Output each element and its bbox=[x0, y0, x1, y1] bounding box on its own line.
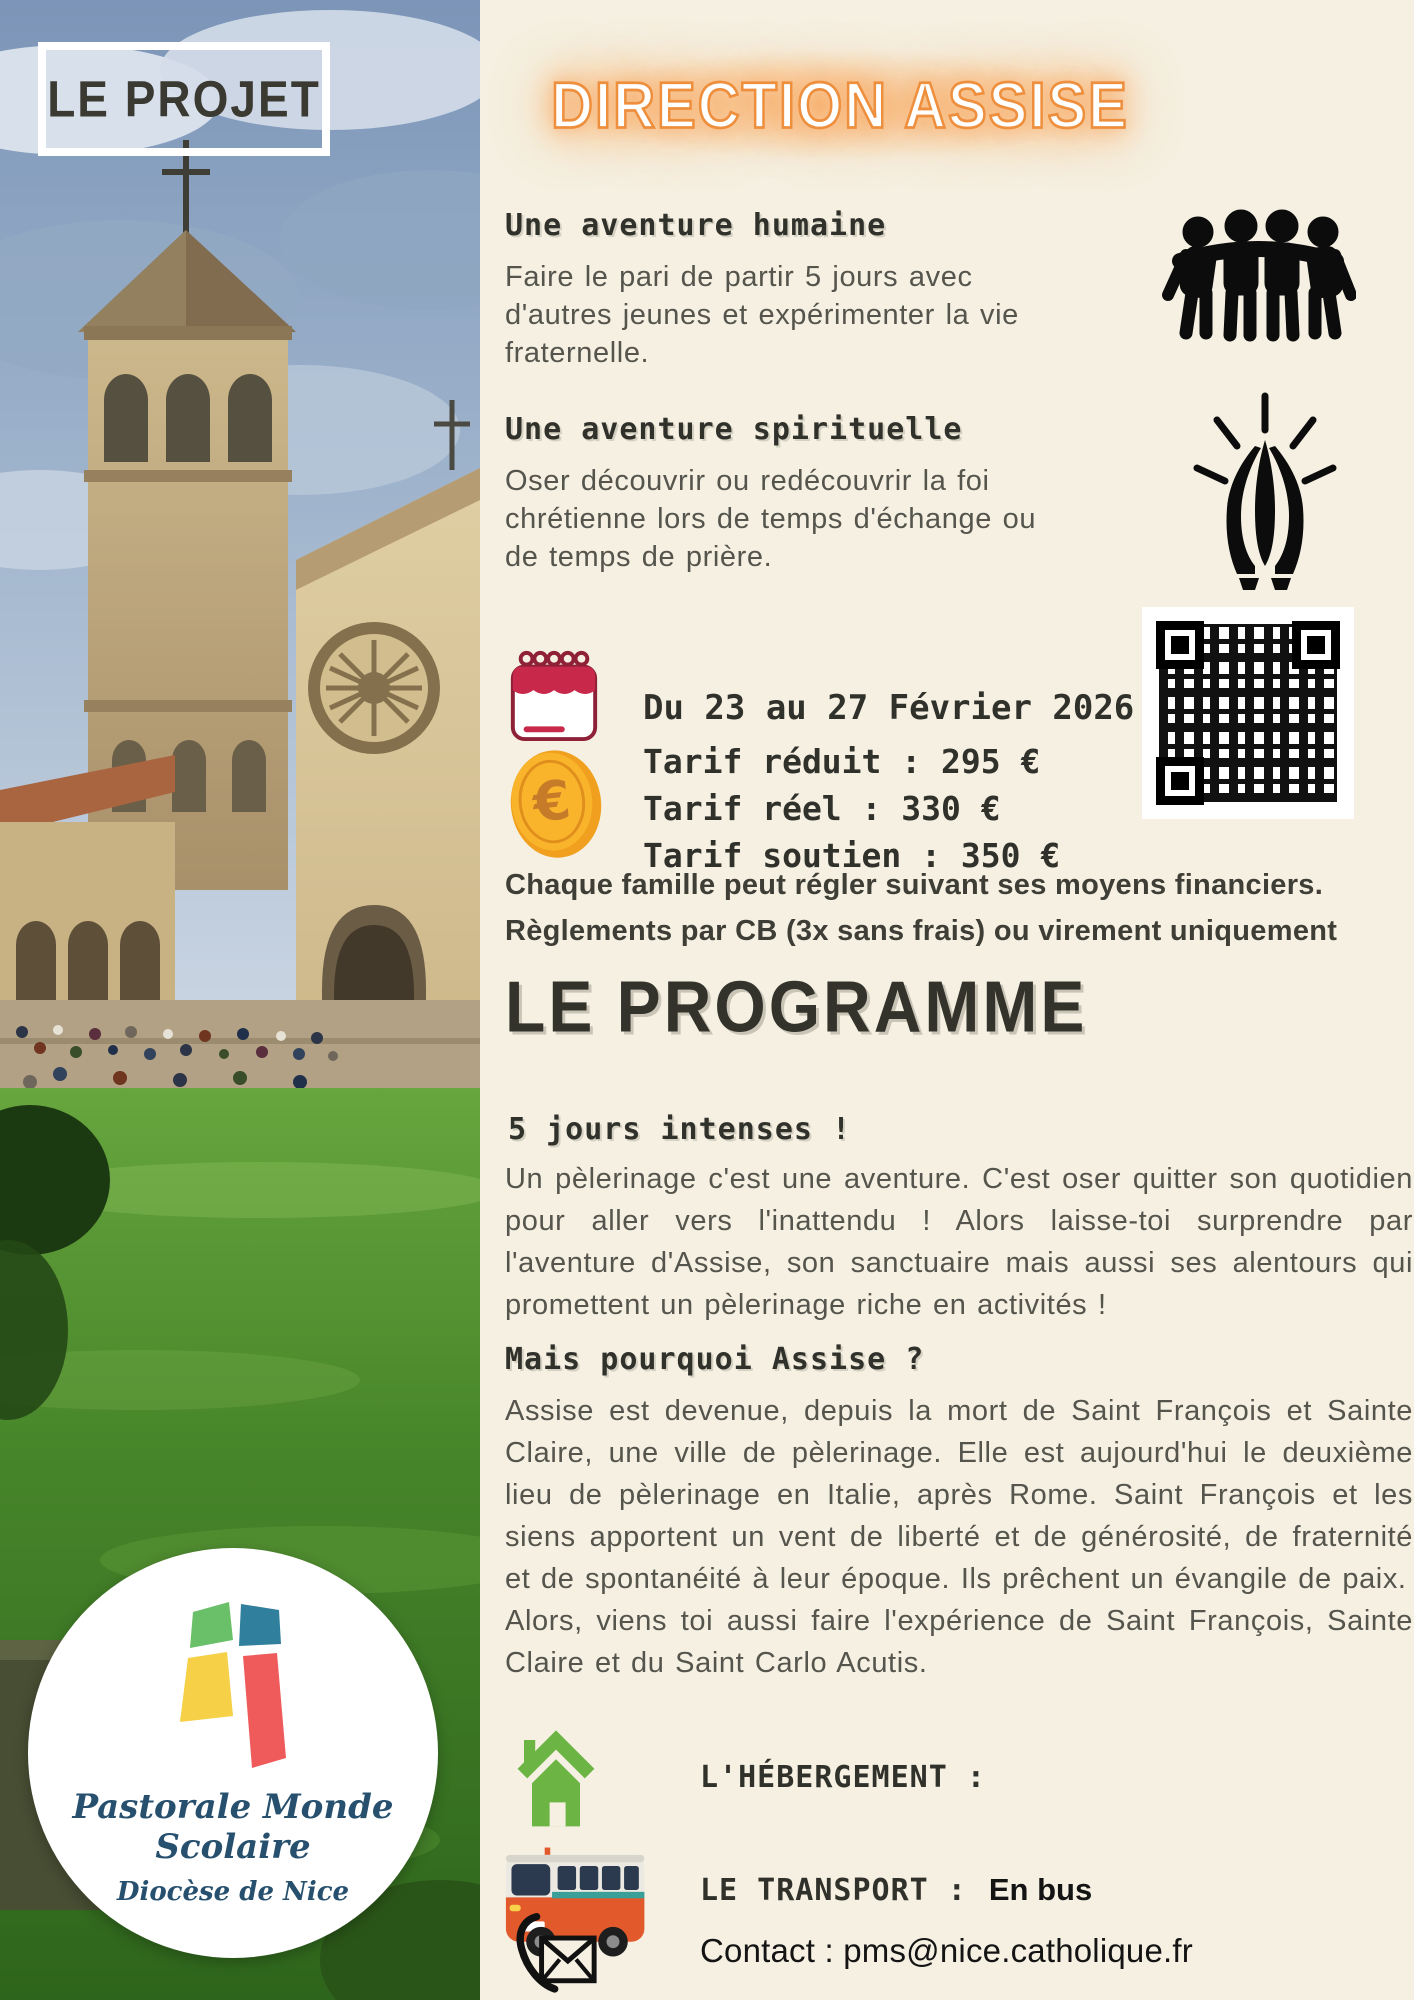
house-icon bbox=[516, 1726, 596, 1834]
euro-coin-icon bbox=[508, 748, 604, 862]
qr-code bbox=[1142, 607, 1354, 819]
paragraph-assise-histoire: Assise est devenue, depuis la mort de Saint François et Sainte Claire, une ville de pèlerinage. Elle est aujourd'hui le deuxième lieu de pèlerinage en Italie, après Rome. Saint François et les siens apportent un vent de liberté et de générosité, de fraternité et de spontanéité à leur époque. Ils prêchent un évangile de paix. bbox=[505, 1395, 1413, 1595]
transport-row bbox=[700, 1872, 1092, 1908]
programme-title-wrap bbox=[505, 965, 1088, 1047]
project-title: LE PROJET bbox=[47, 70, 321, 128]
project-title-box bbox=[38, 42, 330, 156]
praying-hands-icon bbox=[1185, 388, 1345, 593]
svg-text:€: € bbox=[529, 768, 574, 835]
qr-finder bbox=[1292, 621, 1340, 669]
contact-email: Contact : pms@nice.catholique.fr bbox=[700, 1932, 1193, 1969]
paragraph-aventure-spirituelle: Oser découvrir ou redécouvrir la foi chrétienne lors de temps d'échange ou de temps de prière. bbox=[505, 465, 1037, 573]
direction-assise-title: DIRECTION ASSISE bbox=[551, 68, 1129, 142]
title-glow bbox=[500, 40, 1180, 170]
paiement-line2: Règlements par CB (3x sans frais) ou virement uniquement bbox=[505, 915, 1338, 947]
paragraph-pelerinage: Un pèlerinage c'est une aventure. C'est oser quitter son quotidien pour aller vers l'inattendu ! Alors laisse-toi surprendre par l'aventure d'Assise, son sanctuaire mais aussi ses alentours qui promettent un pèlerinage riche en activités ! bbox=[505, 1163, 1413, 1321]
assisi-photo bbox=[0, 0, 480, 2000]
hebergement-label: L'HÉBERGEMENT : bbox=[700, 1760, 986, 1795]
people-group-icon bbox=[1160, 205, 1356, 345]
tarif-reduit: Tarif réduit : 295 € bbox=[643, 742, 1041, 781]
transport-label: LE TRANSPORT : bbox=[700, 1872, 967, 1908]
tarifs-block bbox=[643, 738, 1060, 879]
dates-text: Du 23 au 27 Février 2026 bbox=[643, 688, 1135, 728]
paiement-note bbox=[505, 862, 1395, 954]
programme-title: LE PROGRAMME bbox=[505, 965, 1088, 1047]
transport-value: En bus bbox=[988, 1872, 1093, 1907]
heading-5-jours: 5 jours intenses ! bbox=[508, 1112, 852, 1147]
qr-finder bbox=[1156, 757, 1204, 805]
qr-finder bbox=[1156, 621, 1204, 669]
heading-aventure-humaine: Une aventure humaine bbox=[505, 208, 887, 243]
heading-pourquoi-assise: Mais pourquoi Assise ? bbox=[505, 1342, 925, 1377]
paiement-line1: Chaque famille peut régler suivant ses moyens financiers. bbox=[505, 869, 1324, 901]
tarif-reel: Tarif réel : 330 € bbox=[643, 789, 1001, 828]
heading-aventure-spirituelle: Une aventure spirituelle bbox=[505, 412, 963, 447]
logo-cross-icon bbox=[173, 1600, 293, 1780]
paragraph-assise-wrap bbox=[505, 1390, 1413, 1684]
tarif-soutien: Tarif soutien : 350 € bbox=[643, 836, 1061, 875]
pastorale-logo bbox=[28, 1548, 438, 1958]
phone-mail-icon bbox=[512, 1906, 604, 1998]
logo-title: Pastorale Monde Scolaire bbox=[72, 1787, 394, 1867]
calendar-icon bbox=[505, 645, 603, 745]
paragraph-aventure-humaine: Faire le pari de partir 5 jours avec d'autres jeunes et expérimenter la vie fraternelle. bbox=[505, 261, 1019, 369]
paragraph-assise-invitation: Alors, viens toi aussi faire l'expérience de Saint François, Sainte Claire et du Saint Carlo Acutis. bbox=[505, 1605, 1413, 1679]
logo-subtitle: Diocèse de Nice bbox=[116, 1877, 350, 1907]
